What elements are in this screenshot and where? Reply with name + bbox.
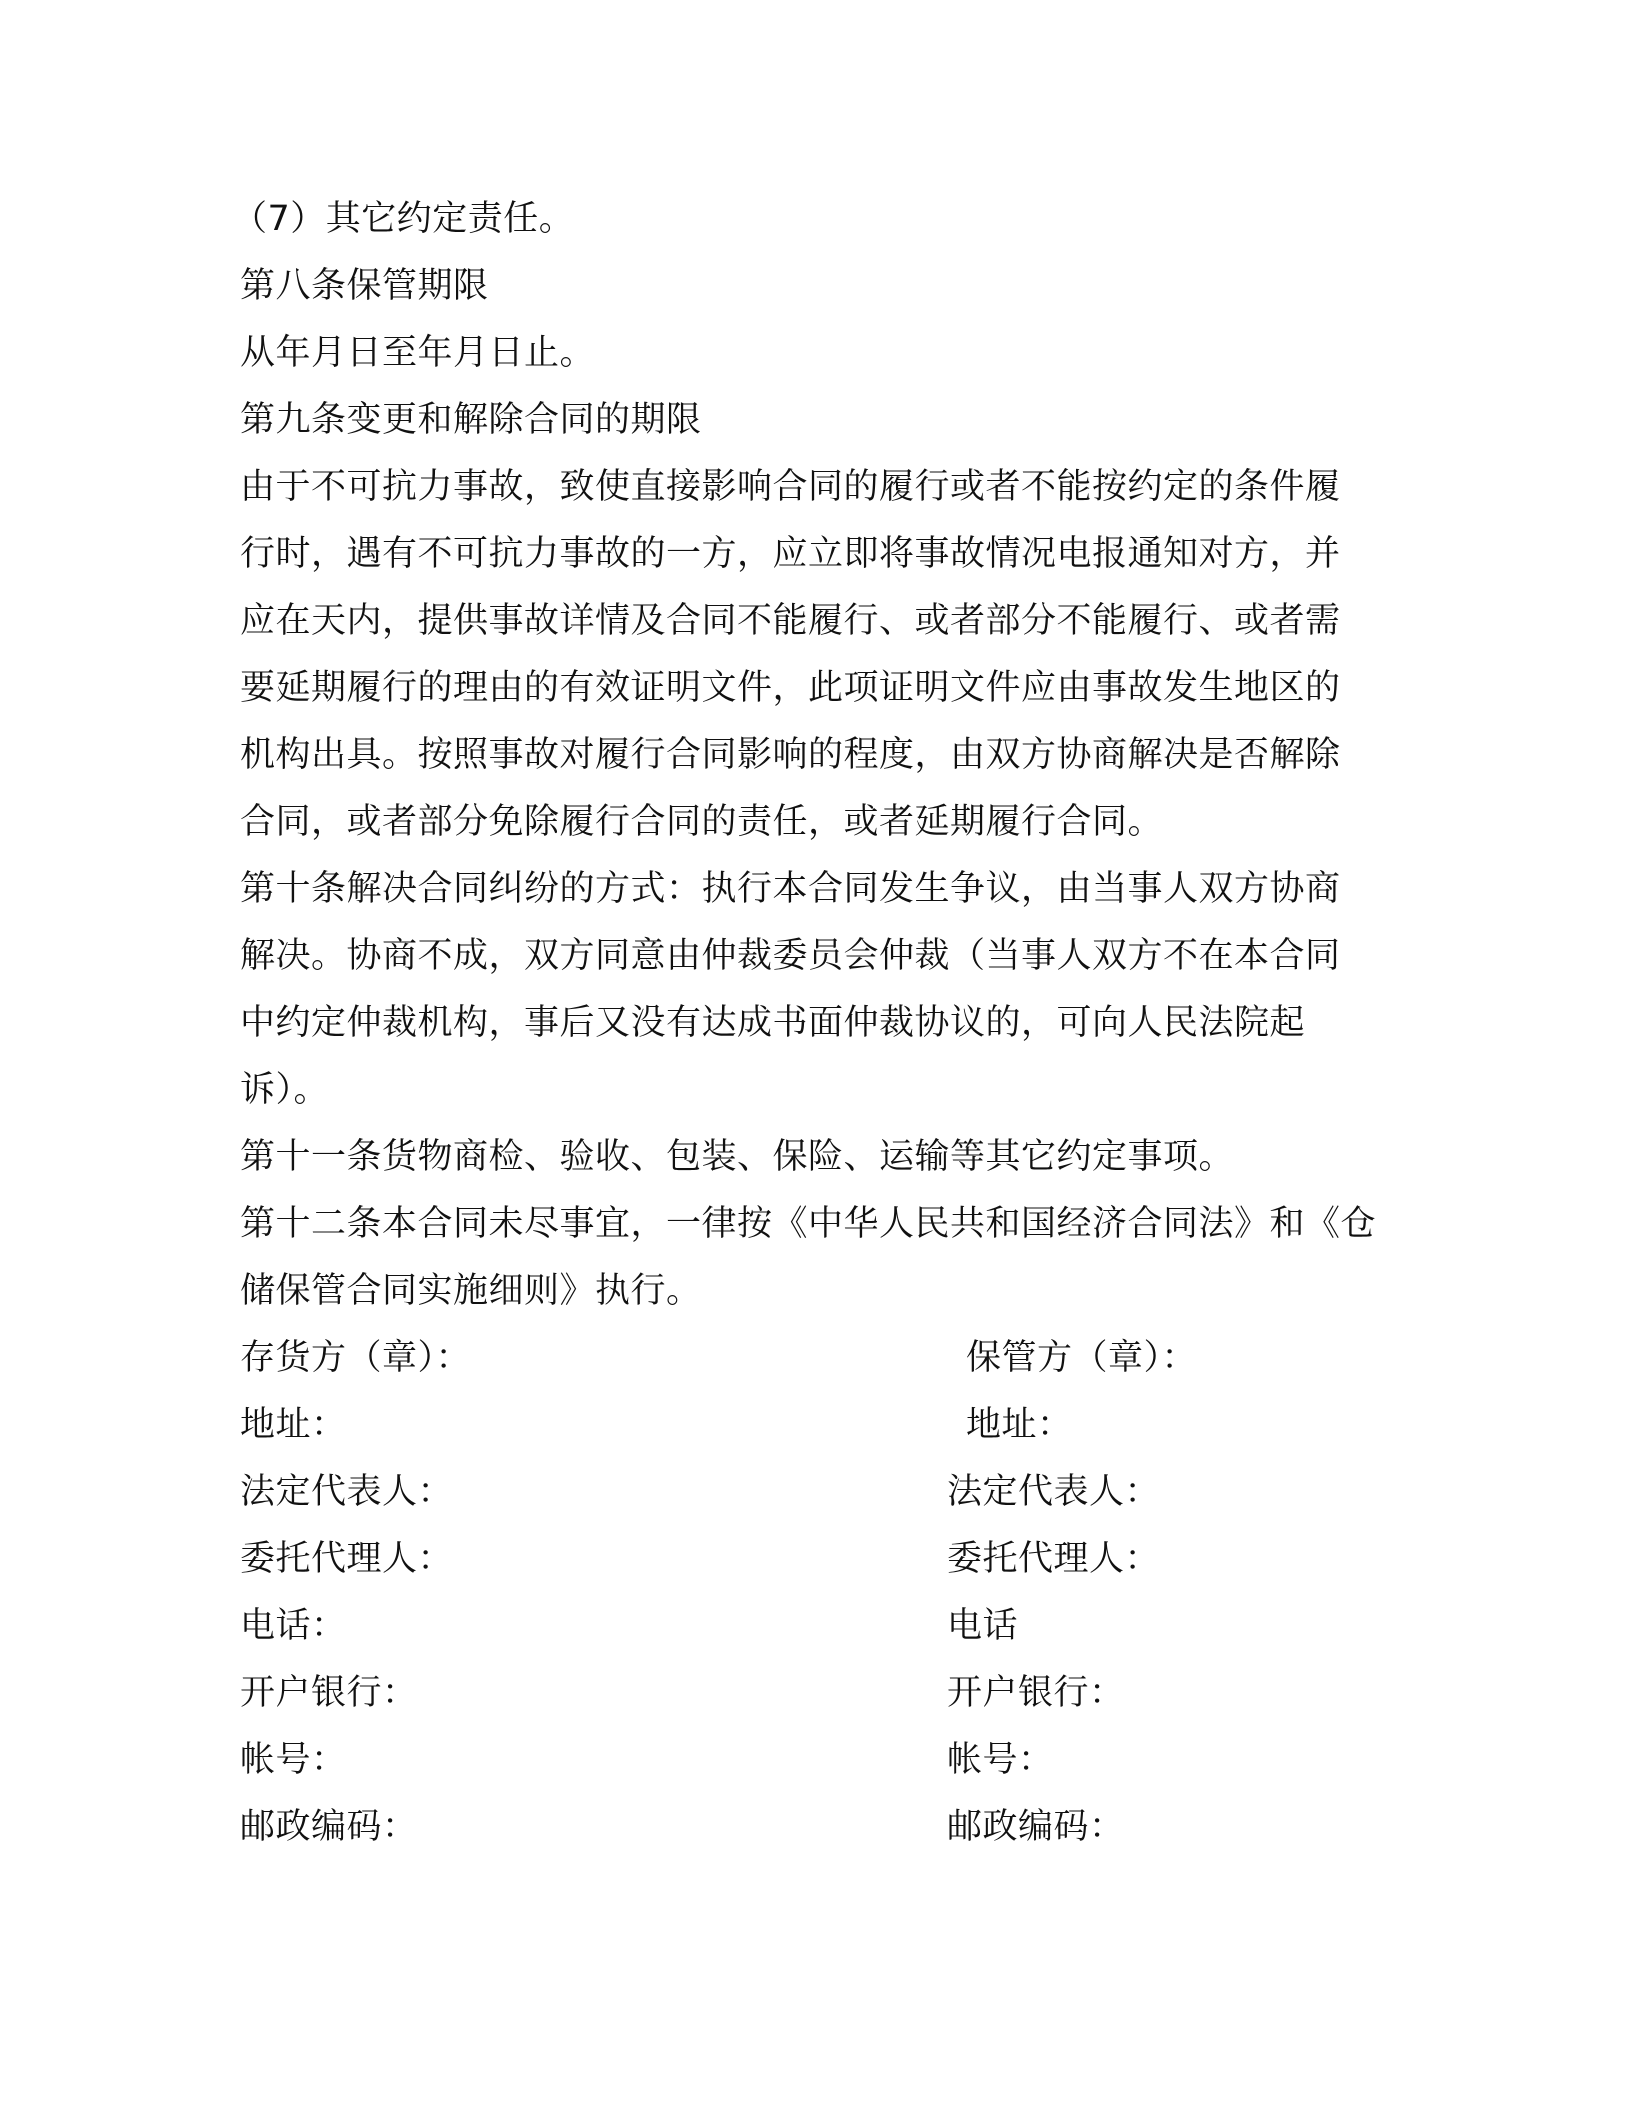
article-10-paragraph [240, 856, 1390, 1124]
article-8-text: 从年月日至年月日止。 [240, 333, 596, 373]
article-11: 第十一条货物商检、验收、包装、保险、运输等其它约定事项。 [240, 1137, 1235, 1177]
article-9-line: 行时，遇有不可抗力事故的一方，应立即将事故情况电报通知对方，并 [240, 534, 1341, 574]
custodian-phone: 电话 [947, 1606, 1019, 1646]
article-9-line: 应在天内，提供事故详情及合同不能履行、或者部分不能履行、或者需 [240, 601, 1341, 641]
custodian-legal-rep: 法定代表人： [947, 1472, 1161, 1512]
article-9-line: 由于不可抗力事故，致使直接影响合同的履行或者不能按约定的条件履 [240, 467, 1341, 507]
depositor-address: 地址： [240, 1405, 347, 1445]
depositor-agent: 委托代理人： [240, 1539, 454, 1579]
article-9-paragraph [240, 454, 1390, 856]
article-9-line: 机构出具。按照事故对履行合同影响的程度，由双方协商解决是否解除 [240, 735, 1341, 775]
custodian-postcode: 邮政编码： [947, 1807, 1125, 1847]
article-8-title: 第八条保管期限 [240, 266, 489, 306]
signature-row-party [240, 1325, 1390, 1392]
article-9-line: 合同，或者部分免除履行合同的责任，或者延期履行合同。 [240, 802, 1164, 842]
article-10-line: 第十条解决合同纠纷的方式：执行本合同发生争议，由当事人双方协商 [240, 869, 1341, 909]
article-9-line: 要延期履行的理由的有效证明文件，此项证明文件应由事故发生地区的 [240, 668, 1341, 708]
signature-row-account [240, 1727, 1390, 1794]
article-9-title: 第九条变更和解除合同的期限 [240, 400, 702, 440]
depositor-phone: 电话： [240, 1606, 347, 1646]
depositor-postcode: 邮政编码： [240, 1807, 418, 1847]
article-12-paragraph [240, 1191, 1390, 1325]
signature-row-phone [240, 1593, 1390, 1660]
signature-row-legal-rep [240, 1459, 1390, 1526]
article-10-line: 诉）。 [240, 1070, 330, 1110]
document-body [232, 186, 1390, 1861]
depositor-legal-rep: 法定代表人： [240, 1472, 454, 1512]
signature-row-agent [240, 1526, 1390, 1593]
article-10-line: 解决。协商不成，双方同意由仲裁委员会仲裁（当事人双方不在本合同 [240, 936, 1341, 976]
custodian-address: 地址： [966, 1405, 1073, 1445]
depositor-account: 帐号： [240, 1740, 347, 1780]
signature-row-bank [240, 1660, 1390, 1727]
signature-row-address [240, 1392, 1390, 1459]
custodian-agent: 委托代理人： [947, 1539, 1161, 1579]
depositor-party: 存货方（章）： [240, 1338, 472, 1378]
article-12-line: 储保管合同实施细则》执行。 [240, 1271, 702, 1311]
article-10-line: 中约定仲裁机构，事后又没有达成书面仲裁协议的，可向人民法院起 [240, 1003, 1306, 1043]
article-12-line: 第十二条本合同未尽事宜，一律按《中华人民共和国经济合同法》和《仓 [240, 1204, 1377, 1244]
custodian-account: 帐号： [947, 1740, 1054, 1780]
depositor-bank: 开户银行： [240, 1673, 418, 1713]
signature-row-postcode [240, 1794, 1390, 1861]
custodian-party: 保管方（章）： [966, 1338, 1198, 1378]
item-7: （7）其它约定责任。 [232, 199, 575, 239]
custodian-bank: 开户银行： [947, 1673, 1125, 1713]
